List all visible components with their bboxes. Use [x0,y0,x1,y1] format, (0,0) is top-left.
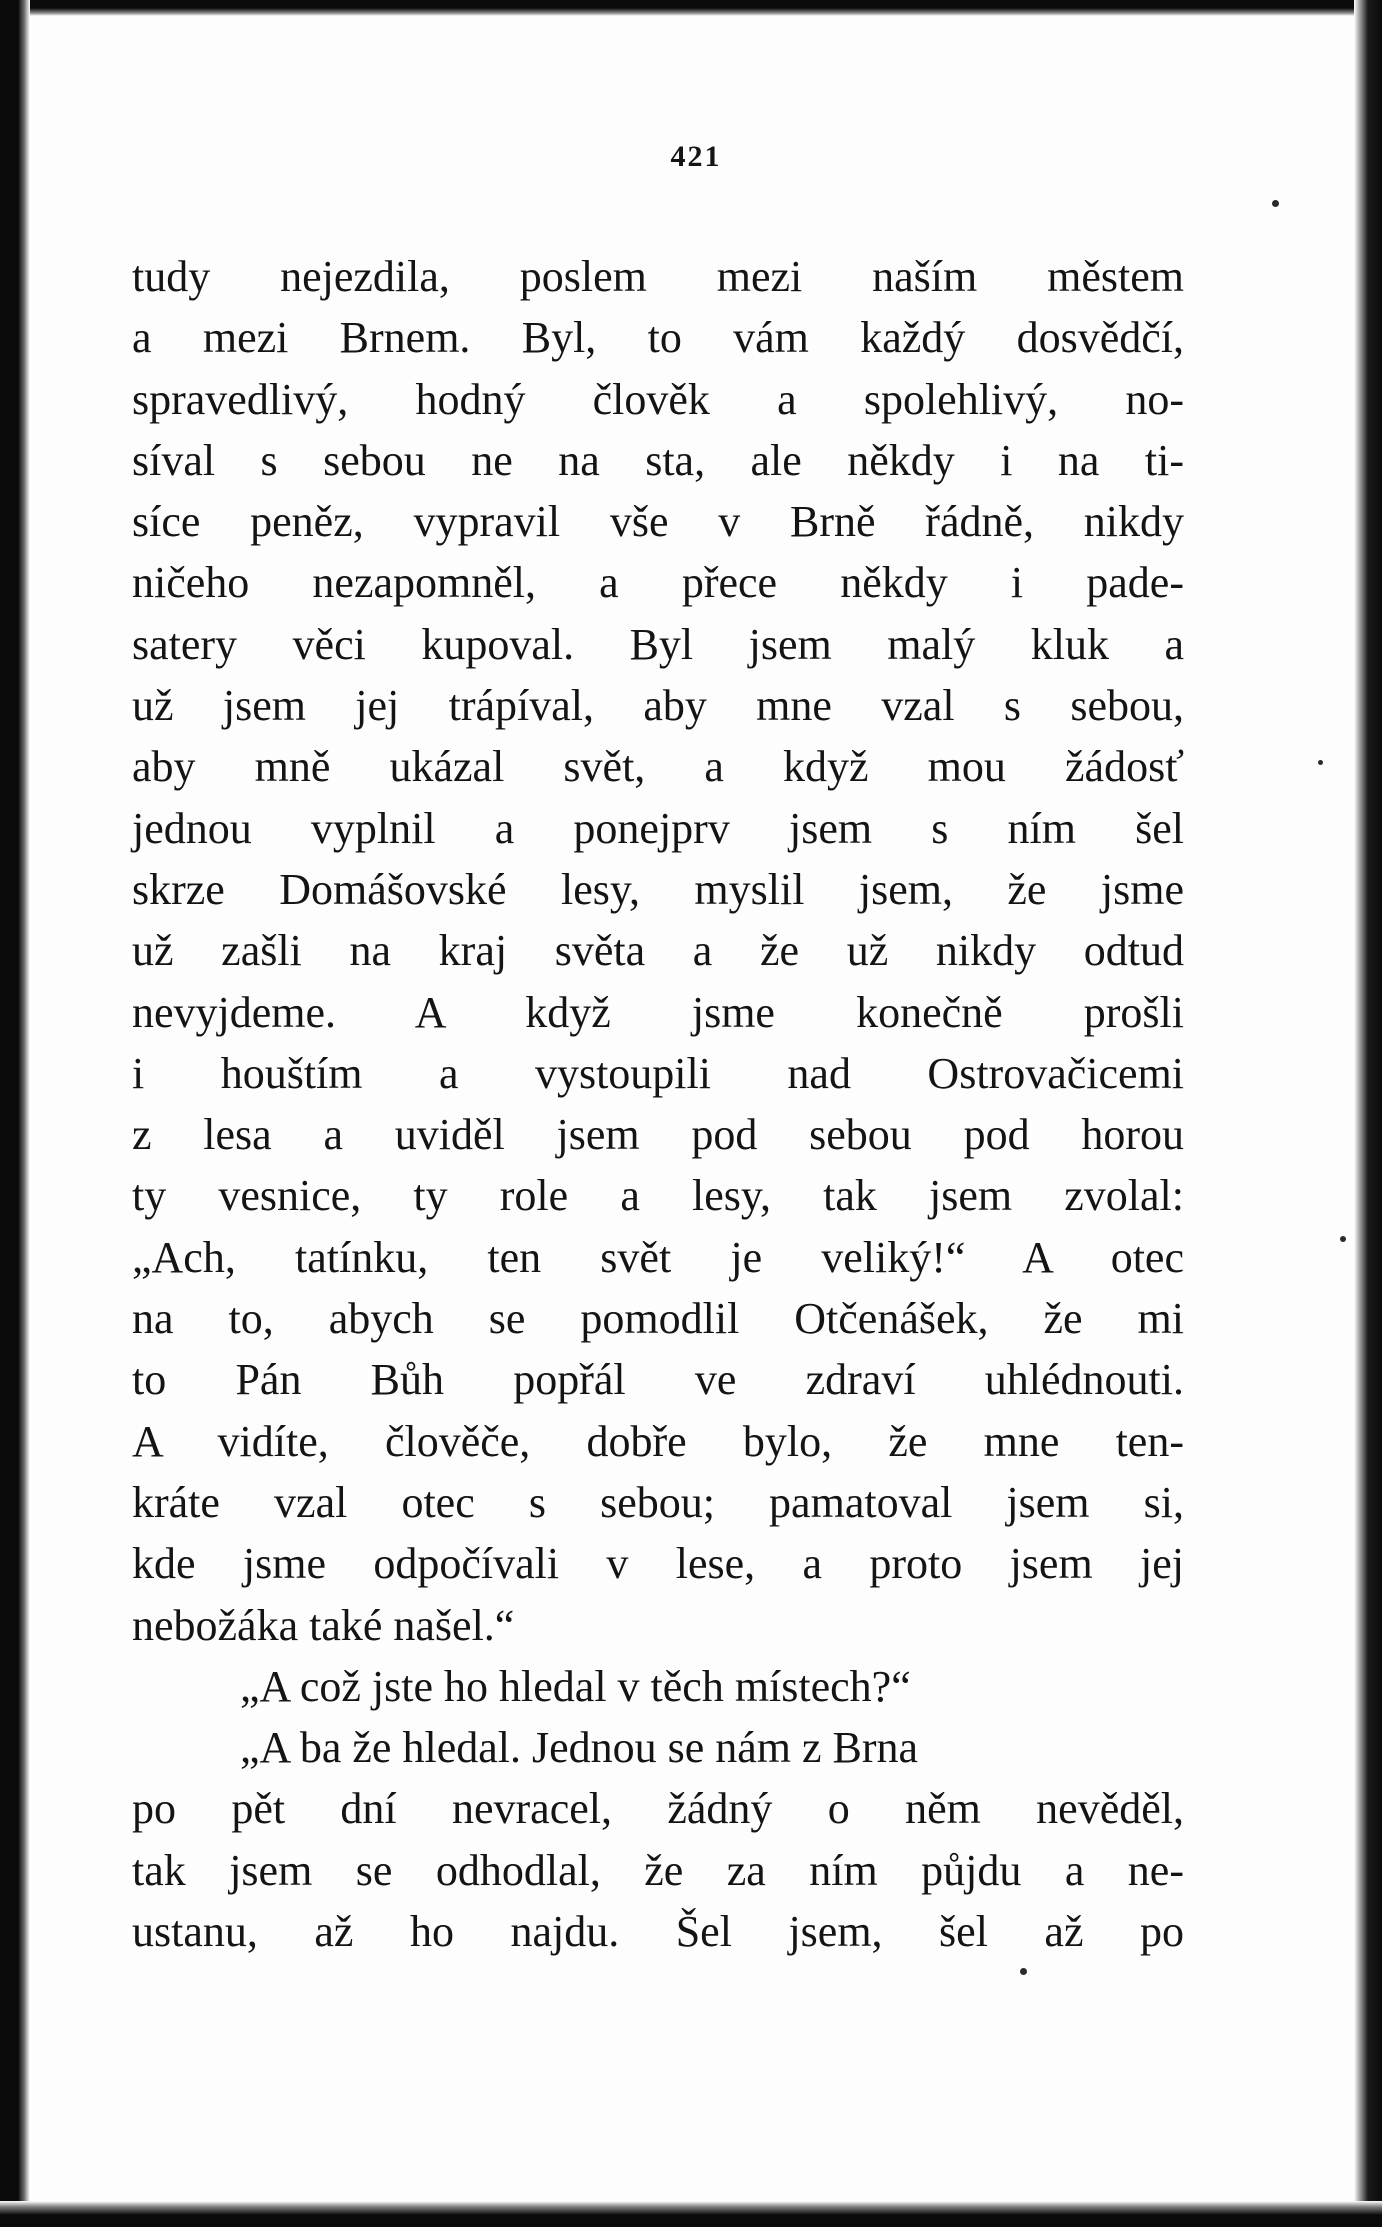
text-line: spravedlivý, hodný člověk a spolehlivý, no- [132,374,1184,424]
text-line: satery věci kupoval. Byl jsem malý kluk a [132,619,1184,669]
scan-edge-top [0,0,1382,16]
text-line: tak jsem se odhodlal, že za ním půjdu a ne- [132,1845,1184,1895]
text-line: síce peněz, vypravil vše v Brně řádně, nikdy [132,497,1184,547]
scan-edge-left [0,0,30,2227]
text-line: kde jsme odpočívali v lese, a proto jsem jej [132,1539,1184,1589]
text-line: na to, abych se pomodlil Otčenášek, že mi [132,1294,1184,1344]
scan-speck [1272,200,1279,207]
text-line: ty vesnice, ty role a lesy, tak jsem zvolal: [132,1171,1184,1221]
text-line: po pět dní nevracel, žádný o něm nevěděl, [132,1784,1184,1834]
text-line: z lesa a uviděl jsem pod sebou pod horou [132,1110,1184,1160]
text-line: „A což jste ho hledal v těch místech?“ [240,1661,911,1711]
text-line: už jsem jej trápíval, aby mne vzal s sebou, [132,681,1184,731]
text-line: ustanu, až ho najdu. Šel jsem, šel až po [132,1907,1184,1957]
text-line: už zašli na kraj světa a že už nikdy odtud [132,926,1184,976]
text-line: A vidíte, člověče, dobře bylo, že mne ten- [132,1416,1184,1466]
scan-speck [1318,760,1323,765]
text-line: jednou vyplnil a ponejprv jsem s ním šel [132,803,1184,853]
text-line: i houštím a vystoupili nad Ostrovačicemi [132,1048,1184,1098]
text-line: „Ach, tatínku, ten svět je veliký!“ A otec [132,1232,1184,1282]
scan-speck [1340,1236,1346,1242]
text-line: síval s sebou ne na sta, ale někdy i na ti- [132,435,1184,485]
body-text [132,246,1184,1962]
scan-edge-bottom [0,2201,1382,2227]
text-line: a mezi Brnem. Byl, to vám každý dosvědčí, [132,313,1184,363]
text-line: nebožáka také našel.“ [132,1600,515,1650]
scan-edge-right [1354,0,1382,2227]
text-line: „A ba že hledal. Jednou se nám z Brna [240,1723,919,1773]
text-line: skrze Domášovské lesy, myslil jsem, že jsme [132,864,1184,914]
text-line: kráte vzal otec s sebou; pamatoval jsem si, [132,1477,1184,1527]
scan-speck [1020,1968,1027,1975]
text-line: tudy nejezdila, poslem mezi naším městem [132,252,1184,301]
text-line: ničeho nezapomněl, a přece někdy i pade- [132,558,1184,608]
page-number: 421 [670,140,722,173]
text-line: nevyjdeme. A když jsme konečně prošli [132,987,1184,1037]
text-line: aby mně ukázal svět, a když mou žádosť [132,742,1184,792]
text-line: to Pán Bůh popřál ve zdraví uhlédnouti. [132,1355,1184,1405]
